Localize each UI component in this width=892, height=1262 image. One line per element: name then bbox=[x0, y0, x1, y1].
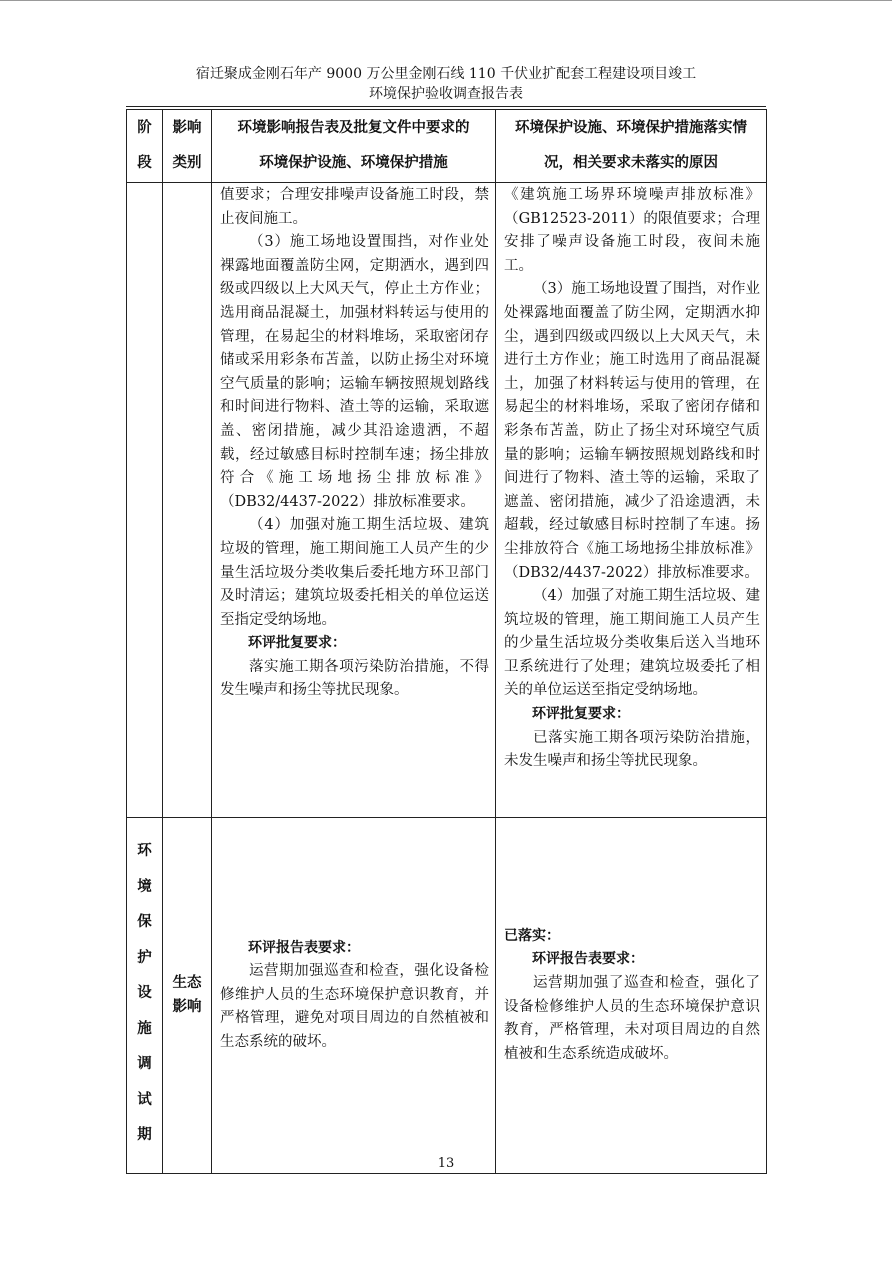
stage-label-char: 期 bbox=[137, 1127, 152, 1143]
section-heading: 环评批复要求： bbox=[532, 706, 630, 723]
paragraph: 《建筑施工场界环境噪声排放标准》（GB12523-2011）的限值要求；合理安排了噪声设备施工时段，夜间未施工。 bbox=[504, 187, 760, 274]
header-impact-line2: 类别 bbox=[172, 155, 202, 171]
stage-label-char: 试 bbox=[137, 1091, 152, 1108]
header-requirements-line1: 环境影响报告表及批复文件中要求的 bbox=[237, 120, 470, 136]
row1-stage-cell bbox=[127, 183, 163, 818]
paragraph: 值要求；合理安排噪声设备施工时段，禁止夜间施工。 bbox=[220, 187, 489, 227]
header-requirements-line2: 环境保护设施、环境保护措施 bbox=[259, 155, 448, 171]
header-implementation-line2: 况，相关要求未落实的原因 bbox=[544, 155, 718, 171]
header-impact-type bbox=[163, 110, 212, 183]
stage-label-char: 设 bbox=[137, 985, 152, 1001]
stage-label-char: 施 bbox=[137, 1020, 152, 1037]
section-heading: 环评报告表要求： bbox=[532, 951, 644, 968]
header-implementation-line1: 环境保护设施、环境保护措施落实情 bbox=[515, 120, 747, 136]
impact-label-line2: 影响 bbox=[172, 998, 202, 1015]
document-header bbox=[126, 64, 766, 104]
paragraph: （4）加强了对施工期生活垃圾、建筑垃圾的管理，施工期间施工人员产生的少量生活垃圾分类收集后送入当地环卫系统进行了处理；建筑垃圾委托了相关的单位运送至指定受纳场地。 bbox=[504, 588, 760, 699]
paragraph: 已落实施工期各项污染防治措施，未发生噪声和扬尘等扰民现象。 bbox=[504, 729, 760, 770]
row1-implementation-cell bbox=[496, 183, 767, 818]
row1-implementation-text bbox=[497, 184, 765, 774]
header-stage bbox=[127, 110, 163, 183]
stage-label-char: 保 bbox=[137, 914, 152, 930]
row2-implementation-cell bbox=[496, 818, 767, 1174]
table-row bbox=[127, 183, 767, 818]
section-heading: 已落实： bbox=[504, 927, 560, 944]
section-heading: 环评批复要求： bbox=[248, 635, 346, 652]
stage-label-cell bbox=[127, 818, 163, 1174]
paragraph: 运营期加强了巡查和检查，强化了设备检修维护人员的生态环境保护意识教育，严格管理，未对项目周边的自然植被和生态系统造成破坏。 bbox=[504, 974, 760, 1062]
header-rule bbox=[126, 106, 766, 107]
impact-label-line1: 生态 bbox=[172, 974, 202, 991]
paragraph: （3）施工场地设置了围挡，对作业处裸露地面覆盖了防尘网，定期洒水抑尘，遇到四级或四级以上大风天气，未进行土方作业；施工时选用了商品混凝土，加强了材料转运与使用的管理，在易起尘的材料堆场，采取了密闭存储和彩条布苫盖，防止了扬尘对环境空气质量的影响；运输车辆按照规划路线和时间进行了物料、渣土等的运输，采取了遮盖、密闭措施，减少了沿途遗洒，未超载，经过敏感目标时控制了车速。扬尘排放符合《施工场地扬尘排放标准》（DB32/4437-2022）排放标准要求。 bbox=[504, 281, 760, 581]
paragraph: 落实施工期各项污染防治措施，不得发生噪声和扬尘等扰民现象。 bbox=[220, 658, 489, 699]
section-heading: 环评报告表要求： bbox=[248, 939, 360, 956]
paragraph: （4）加强对施工期生活垃圾、建筑垃圾的管理，施工期间施工人员产生的少量生活垃圾分类收集后委托地方环卫部门及时清运；建筑垃圾委托相关的单位运送至指定受纳场地。 bbox=[220, 517, 489, 628]
report-table bbox=[126, 109, 767, 1174]
page-number: 13 bbox=[437, 1156, 455, 1171]
table-row bbox=[127, 818, 767, 1174]
header-stage-line2: 段 bbox=[137, 155, 152, 171]
row1-impact-cell bbox=[163, 183, 212, 818]
table-header-row bbox=[127, 110, 767, 183]
stage-label-char: 境 bbox=[137, 878, 152, 895]
paragraph: （3）施工场地设置围挡，对作业处裸露地面覆盖防尘网，定期洒水，遇到四级或四级以上大风天气，停止土方作业；选用商品混凝土，加强材料转运与使用的管理，在易起尘的材料堆场，采取密闭存储或采用彩条布苫盖，以防止扬尘对环境空气质量的影响；运输车辆按照规划路线和时间进行物料、渣土等的运输，采取遮盖、密闭措施，减少其沿途遗洒，不超载，经过敏感目标时控制车速；扬尘排放符合《施工场地扬尘排放标准》（DB32/4437-2022）排放标准要求。 bbox=[220, 234, 489, 510]
row2-requirements-cell bbox=[212, 818, 496, 1174]
header-title-line1: 宿迁聚成金刚石年产 9000 万公里金刚石线 110 千伏业扩配套工程建设项目竣工 bbox=[195, 66, 697, 82]
row1-requirements-cell bbox=[212, 183, 496, 818]
header-stage-line1: 阶 bbox=[137, 120, 152, 136]
header-impact-line1: 影响 bbox=[172, 120, 202, 136]
stage-label-char: 护 bbox=[137, 949, 152, 966]
row2-requirements-text bbox=[213, 937, 494, 1055]
stage-label-char: 环 bbox=[137, 843, 152, 859]
top-border-line bbox=[0, 0, 892, 1]
header-implementation bbox=[496, 110, 767, 183]
header-title-line2: 环境保护验收调查报告表 bbox=[369, 86, 523, 102]
row1-requirements-text bbox=[213, 184, 494, 703]
stage-label-vertical bbox=[128, 834, 161, 1154]
stage-label-char: 调 bbox=[137, 1056, 152, 1072]
impact-type-cell bbox=[163, 818, 212, 1174]
row2-implementation-text bbox=[497, 925, 765, 1067]
header-requirements bbox=[212, 110, 496, 183]
paragraph: 运营期加强巡查和检查，强化设备检修维护人员的生态环境保护意识教育，并严格管理，避免对项目周边的自然植被和生态系统的破坏。 bbox=[220, 963, 489, 1050]
